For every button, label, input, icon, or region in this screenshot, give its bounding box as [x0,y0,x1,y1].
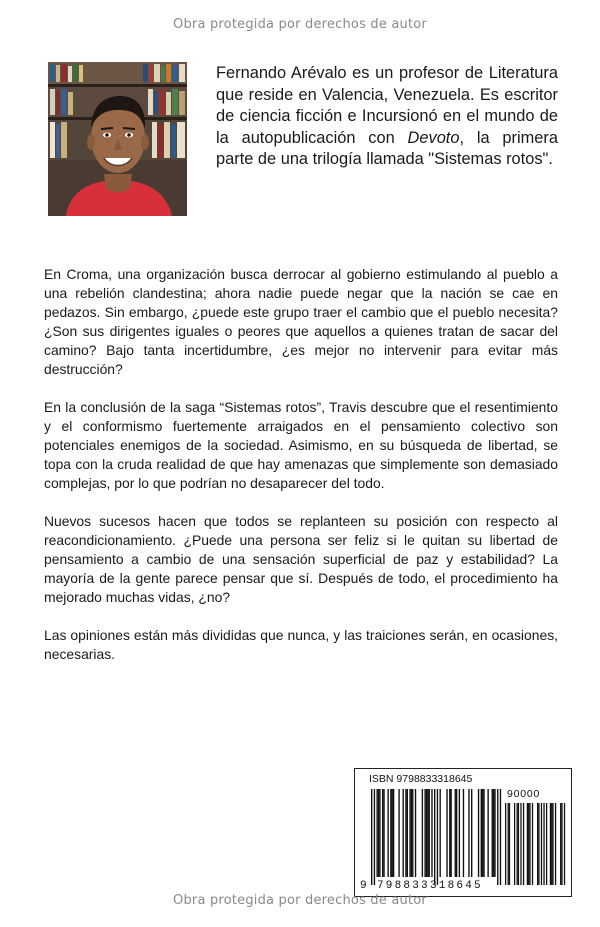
barcode-addon-bar [508,803,509,885]
barcode-bar [431,789,432,877]
barcode-bar [494,789,495,877]
barcode-bar [497,789,498,885]
barcode-bar [383,789,384,877]
barcode-bar [478,789,479,877]
barcode-addon-bar [527,803,528,885]
synopsis-paragraph-1: En Croma, una organización busca derrocar al gobierno estimulando al pueblo a una rebelión clandestina; ahora nadie puede negar que la nación se cae en pedazos. Sin embargo, ¿puede este grupo traer el cambio que el pueblo necesita? ¿Son sus dirigentes iguales o peores que aquellos a quienes tratan de sacar del camino? Bajo tanta incertidumbre, ¿es mejor no intervenir para evitar más destrucción? [44,266,558,378]
barcode-bar [427,789,428,877]
barcode-addon-bar [555,803,556,885]
barcode-addon-bar [541,803,542,885]
barcode-bar [468,789,469,877]
barcode-right-digits: 318645 [430,880,483,892]
barcode-addon-bar [538,803,539,885]
barcode-addon-code: 90000 [507,788,541,800]
barcode-bar [403,789,404,877]
barcode-bar [481,789,482,877]
barcode-addon-bar [517,803,518,885]
book-title-devoto: Devoto [407,128,460,147]
barcode-bar [415,789,416,877]
barcode-bar [446,789,447,877]
barcode-bar [459,789,460,877]
barcode-bar [437,789,438,885]
barcode-bar [492,789,493,877]
barcode-bar [463,789,464,877]
barcode-bar [387,789,388,877]
barcode-addon-bar [520,803,521,885]
barcode-bar [483,789,484,877]
barcode-bar [424,789,425,877]
synopsis-paragraph-3: Nuevos sucesos hacen que todos se replanteen su posición con respecto al reacondicionamiento. ¿Puede una persona ser feliz si le quitan su libertad de pensamiento a cambio de una sensación superficial de paz y estabilidad? La mayoría de la gente parece pensar que sí. Después de todo, el procedimiento ha mejorado muchas vidas, ¿no? [44,513,558,606]
barcode-bar [471,789,472,877]
isbn-barcode-box [354,768,572,897]
barcode-bar [390,789,391,877]
barcode-bar [376,789,377,877]
barcode-bar [382,789,383,877]
barcode-addon-bar [564,803,565,885]
barcode-bar [378,789,379,877]
barcode-bar [450,789,451,877]
barcode-addon-bar [518,803,519,885]
barcode-bar [412,789,413,877]
barcode-addon-bar [560,803,561,885]
barcode-bar [487,789,488,877]
barcode-bar [500,789,501,885]
barcode-addon-bar [551,803,552,885]
barcode-addon-bar [514,803,515,885]
barcode-bar [379,789,380,877]
barcode-left-digits: 798833 [377,880,430,892]
barcode-addon-bar [529,803,530,885]
barcode-addon-bar [505,803,506,885]
barcode-bar [393,789,394,877]
barcode-bar [449,789,450,877]
barcode-bar [429,789,430,877]
author-bio-text-start: Fernando Arévalo es un profesor de Literatura que reside en Valencia, Venezuela. Es escritor de ciencia ficción e Incursionó en el mundo de la autopublicación con [216,64,558,147]
synopsis-paragraph-4: Las opiniones están más divididas que nunca, y las traiciones serán, en ocasiones, necesarias. [44,627,558,663]
barcode-addon-bar [528,803,529,885]
barcode-bar [374,789,375,885]
barcode-addon-bar [543,803,544,885]
barcode-first-digit: 9 [360,880,367,892]
barcode-bar [455,789,456,877]
barcode-bar [482,789,483,877]
barcode-bar [422,789,423,877]
barcode-addon-bar [509,803,510,885]
barcode-bar [456,789,457,877]
barcode-addon-bar [550,803,551,885]
barcode-bar [440,789,441,877]
barcode-addon-bar [523,803,524,885]
barcode-bar [409,789,410,877]
isbn-label: ISBN 9798833318645 [369,773,473,785]
synopsis-paragraph-2: En la conclusión de la saga “Sistemas rotos”, Travis descubre que el resentimiento y el conformismo fuertemente arraigados en el pensamiento colectivo son potenciales enemigos de la sociedad. Asimismo, en su búsqueda de libertad, se topa con la cruda realidad de que hay amenazas que simplemente son demasiado complejas, por lo que podrían no desaparecer del todo. [44,399,558,492]
barcode-addon-bar [546,803,547,885]
copyright-watermark-top: Obra protegida por derechos de autor [173,17,427,32]
barcode-bar [407,789,408,877]
copyright-watermark-bottom: Obra protegida por derechos de autor [173,893,427,908]
barcode-addon-bar [537,803,538,885]
barcode-bar [398,789,399,877]
barcode-bar [392,789,393,877]
barcode-addon-bar [561,803,562,885]
barcode-addon-bar [532,803,533,885]
author-bio [216,63,558,171]
author-photo [48,62,187,216]
barcode-bar [426,789,427,877]
barcode-bar [371,789,372,885]
author-bio-text-end: , la primera parte de una trilogía llamada "Sistemas rotos". [216,128,558,168]
book-synopsis [44,265,558,683]
barcode-bars [355,769,571,896]
barcode-bar [434,789,435,885]
barcode-bar [493,789,494,877]
barcode-addon-bar [552,803,553,885]
barcode-bar [405,789,406,877]
barcode-bar [411,789,412,877]
